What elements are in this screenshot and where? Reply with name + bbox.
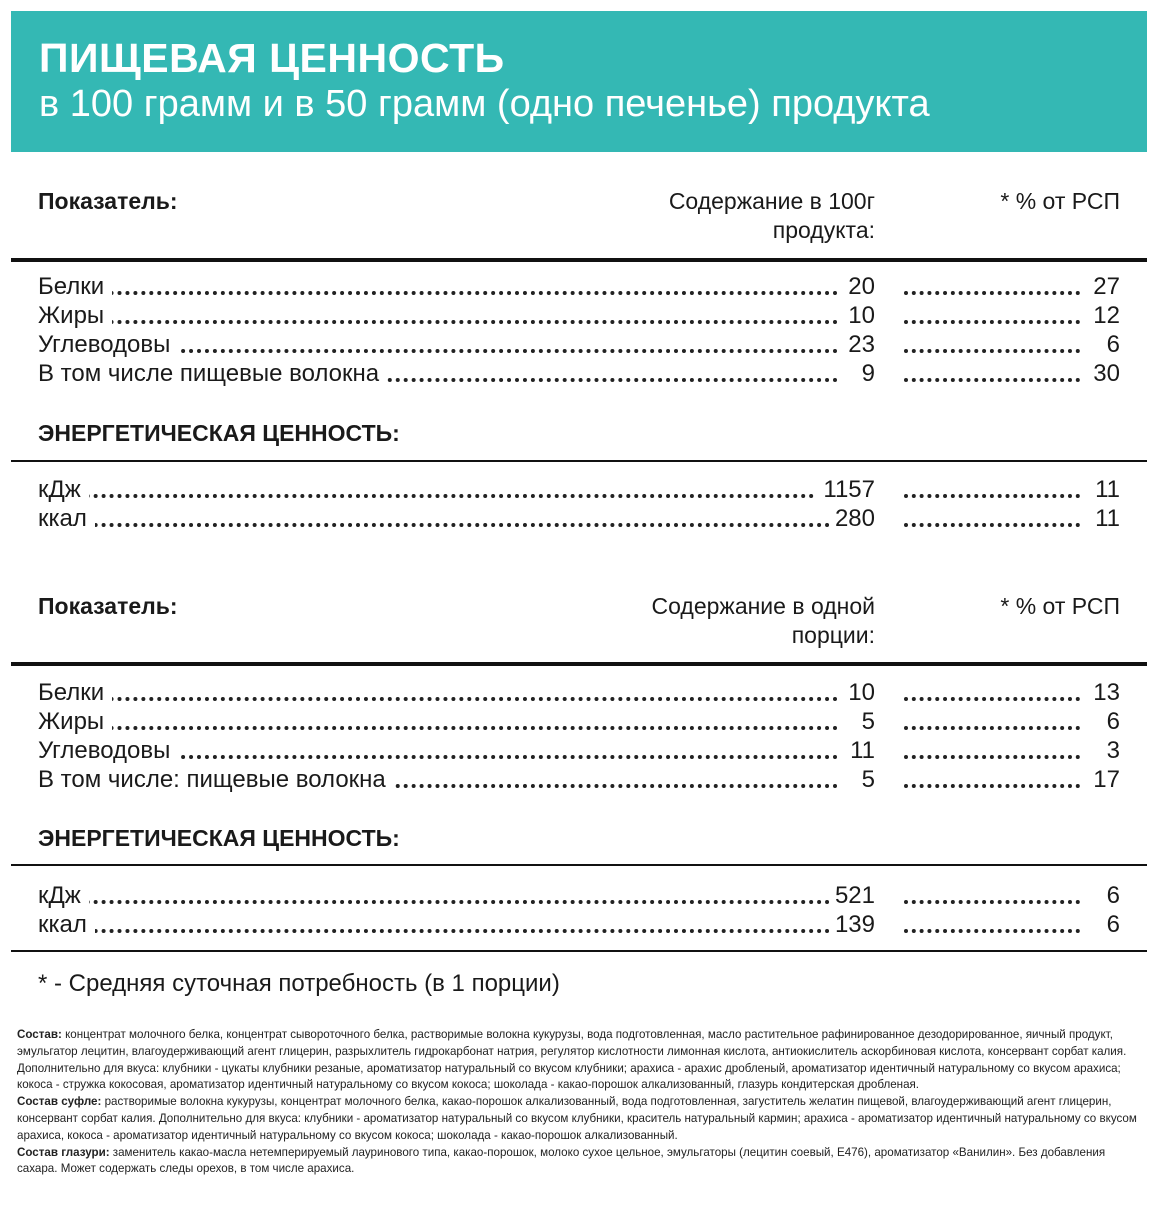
nutrient-value: 5 (856, 765, 875, 794)
table-row (38, 359, 1120, 388)
composition-glaze (17, 1145, 1142, 1179)
table-row (38, 475, 1120, 504)
energy-unit: ккал (38, 910, 95, 939)
nutrient-value: 11 (844, 736, 875, 765)
header-banner (11, 11, 1147, 152)
leader-dots (38, 900, 838, 904)
table-row (38, 736, 1120, 765)
composition-label: Состав глазури: (17, 1145, 110, 1159)
banner-title: ПИЩЕВАЯ ЦЕННОСТЬ (39, 35, 505, 81)
leader-dots (904, 697, 1080, 701)
energy-unit: кДж (38, 475, 89, 504)
energy-value: 521 (829, 881, 875, 910)
composition-text: растворимые волокна кукурузы, концентрат молочного белка, какао-порошок алкализованный, вода подготовленная, загуститель желатин пищевой, влагоудерживающий агент глицерин, консервант сорбат калия. Дополнительно для вкуса: клубники - ароматизатор натуральный со вкусом клубники, краситель натуральный кармин; арахиса - ароматизатор идентичный натуральному со вкусом арахиса, кокоса - ароматизатор идентичный натуральному со вкусом кокоса; шоколада - какао-порошок алкализованный. (17, 1095, 1137, 1142)
composition-main (17, 1027, 1142, 1094)
footnote: * - Средняя суточная потребность (в 1 порции) (38, 970, 560, 997)
composition-text: заменитель какао-масла нетемперируемый лауринового типа, какао-порошок, молоко сухое цельное, эмульгаторы (лецитин соевый, Е476), ароматизатор «Ванилин». Без добавления сахара. Может содержать следы орехов, в том числе арахиса. (17, 1145, 1106, 1176)
composition-label: Состав суфле: (17, 1095, 102, 1109)
table-row (38, 330, 1120, 359)
table2-content-header: Содержание в одной порции: (651, 593, 875, 648)
composition-block (17, 1027, 1142, 1178)
nutrient-percent: 30 (1087, 359, 1120, 388)
leader-dots (38, 523, 838, 527)
nutrient-percent: 12 (1087, 301, 1120, 330)
energy-unit: ккал (38, 504, 95, 533)
table-row (38, 272, 1120, 301)
leader-dots (38, 726, 838, 730)
composition-text: концентрат молочного белка, концентрат сывороточного белка, растворимые волокна кукурузы, вода подготовленная, масло растительное рафинированное дезодорированное, яичный продукт, эмульгатор лецитин, влагоудерживающий агент глицерин, разрыхлитель гидрокарбонат натрия, регулятор кислотности лимонная кислота, антиокислитель аскорбиновая кислота, консервант сорбат калия. Дополнительно для вкуса: клубники - цукаты клубники резаные, ароматизатор натуральный со вкусом клубники; арахиса - арахис дробленый, ароматизатор идентичный натуральному со вкусом арахиса; кокоса - стружка кокосовая, ароматизатор идентичный натуральному со вкусом кокоса; шоколада - какао-порошок алкализованный, глазурь кондитерская дробленая. (17, 1028, 1127, 1092)
nutrient-value: 20 (842, 272, 875, 301)
table2-bottom-divider (11, 950, 1147, 952)
table1-rsp-header: * % от РСП (1000, 188, 1120, 214)
leader-dots (38, 697, 838, 701)
leader-dots (904, 291, 1080, 295)
leader-dots (38, 929, 838, 933)
nutrient-name: Жиры (38, 301, 112, 330)
nutrient-value: 10 (842, 678, 875, 707)
table-row (38, 881, 1120, 910)
table-row (38, 301, 1120, 330)
table-row (38, 504, 1120, 533)
table1-energy-title: ЭНЕРГЕТИЧЕСКАЯ ЦЕННОСТЬ: (38, 420, 400, 446)
leader-dots (904, 523, 1080, 527)
nutrient-percent: 6 (1101, 330, 1120, 359)
leader-dots (38, 291, 838, 295)
nutrient-name: Углеводовы (38, 736, 178, 765)
table1-header-divider (11, 258, 1147, 262)
table1-label-header: Показатель: (38, 188, 178, 214)
table-row (38, 707, 1120, 736)
energy-value: 1157 (817, 475, 875, 504)
leader-dots (904, 900, 1080, 904)
nutrient-value: 10 (842, 301, 875, 330)
nutrient-name: В том числе: пищевые волокна (38, 765, 394, 794)
nutrient-percent: 27 (1087, 272, 1120, 301)
table2-label-header: Показатель: (38, 593, 178, 619)
leader-dots (904, 929, 1080, 933)
energy-percent: 11 (1089, 475, 1120, 504)
table2-energy-divider (11, 864, 1147, 866)
table1-energy-divider (11, 460, 1147, 462)
table-row (38, 910, 1120, 939)
table2-rsp-header: * % от РСП (1000, 593, 1120, 619)
nutrient-percent: 13 (1087, 678, 1120, 707)
nutrient-name: Углеводовы (38, 330, 178, 359)
nutrient-name: Жиры (38, 707, 112, 736)
energy-value: 139 (829, 910, 875, 939)
energy-unit: кДж (38, 881, 89, 910)
leader-dots (904, 784, 1080, 788)
composition-label: Состав: (17, 1028, 62, 1041)
nutrient-percent: 3 (1101, 736, 1120, 765)
composition-souffle (17, 1094, 1142, 1144)
leader-dots (38, 320, 838, 324)
leader-dots (904, 320, 1080, 324)
banner-subtitle: в 100 грамм и в 50 грамм (одно печенье) продукта (39, 83, 930, 125)
energy-value: 280 (829, 504, 875, 533)
leader-dots (38, 494, 838, 498)
energy-percent: 6 (1101, 910, 1120, 939)
nutrient-value: 9 (856, 359, 875, 388)
leader-dots (904, 726, 1080, 730)
nutrient-percent: 6 (1101, 707, 1120, 736)
nutrient-percent: 17 (1087, 765, 1120, 794)
table2-energy-title: ЭНЕРГЕТИЧЕСКАЯ ЦЕННОСТЬ: (38, 825, 400, 851)
table1-content-header: Содержание в 100г продукта: (668, 188, 875, 243)
leader-dots (904, 349, 1080, 353)
energy-percent: 6 (1101, 881, 1120, 910)
nutrient-name: Белки (38, 678, 112, 707)
nutrient-value: 23 (842, 330, 875, 359)
table-row (38, 765, 1120, 794)
energy-percent: 11 (1089, 504, 1120, 533)
table-row (38, 678, 1120, 707)
table2-header-divider (11, 662, 1147, 666)
nutrient-name: В том числе пищевые волокна (38, 359, 387, 388)
nutrient-name: Белки (38, 272, 112, 301)
nutrient-value: 5 (856, 707, 875, 736)
leader-dots (904, 755, 1080, 759)
leader-dots (904, 378, 1080, 382)
leader-dots (904, 494, 1080, 498)
